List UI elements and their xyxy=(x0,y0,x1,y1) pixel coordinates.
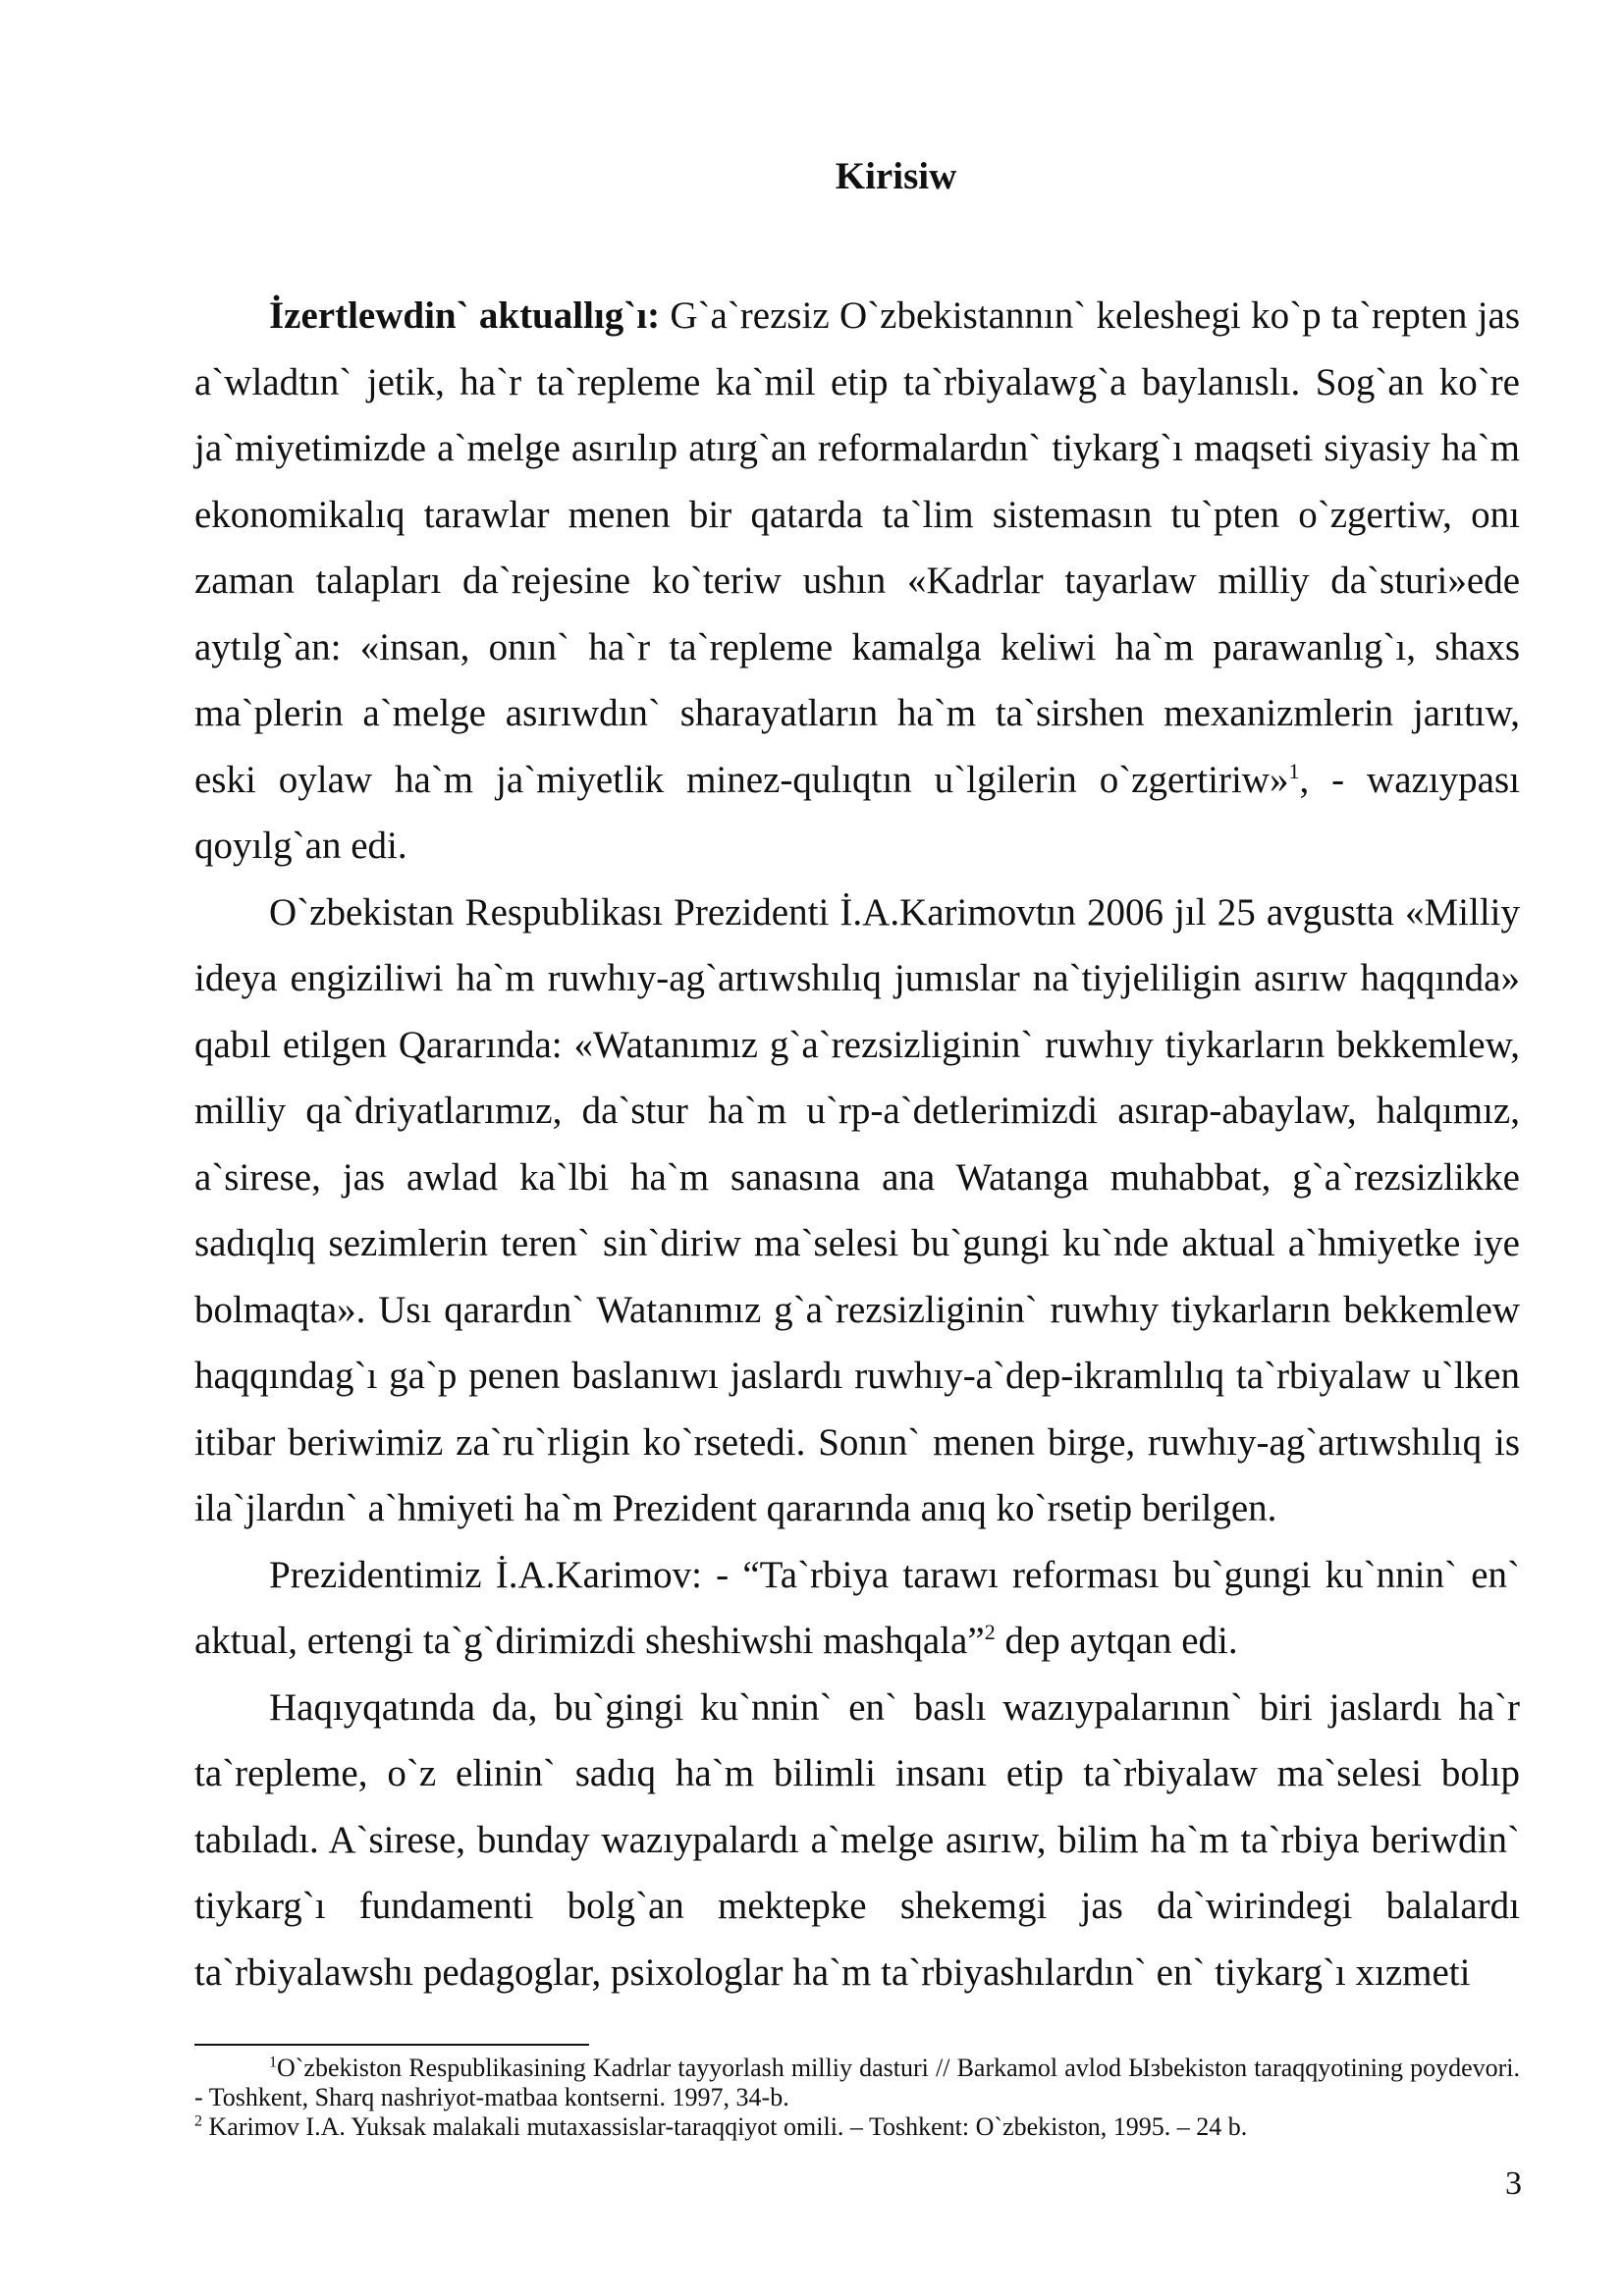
footnote-separator xyxy=(194,2044,589,2046)
body-text xyxy=(194,283,1520,2005)
paragraph-text: Prezidentimiz İ.A.Karimov: - “Ta`rbiya tarawı reforması bu`gungi ku`nnin` en` aktual, ertengi ta`g`dirimizdi sheshiwshi mashqala” xyxy=(194,1553,1520,1662)
paragraph-resolution: O`zbekistan Respublikası Prezidenti İ.A.Karimovtın 2006 jıl 25 avgustta «Milliy ideya engiziliwi ha`m ruwhıy-ag`artıwshılıq jumıslar na`tiyjeliligin asırıw haqqında» qabıl etilgen Qararında: «Watanımız g`a`rezsizliginin` ruwhıy tiykarların bekkemlew, milliy qa`driyatlarımız, da`stur ha`m u`rp-a`detlerimizdi asırap-abaylaw, halqımız, a`sirese, jas awlad ka`lbi ha`m sanasına ana Watanga muhabbat, g`a`rezsizlikke sadıqlıq sezimlerin teren` sin`diriw ma`selesi bu`gungi ku`nde aktual a`hmiyetke iye bolmaqta». Usı qarardın` Watanımız g`a`rezsizliginin` ruwhıy tiykarların bekkemlew haqqındag`ı ga`p penen baslanıwı jaslardı ruwhıy-a`dep-ikramlılıq ta`rbiyalaw u`lken itibar beriwimiz za`ru`rligin ko`rsetedi. Sonın` menen birge, ruwhıy-ag`artıwshılıq is ila`jlardın` a`hmiyeti ha`m Prezident qararında anıq ko`rsetip berilgen. xyxy=(194,890,1520,1529)
footnote-text: Karimov I.A. Yuksak malakali mutaxassislar-taraqqiyot omili. – Toshkent: O`zbekiston, 1995. – 24 b. xyxy=(202,2112,1248,2141)
footnote-mark: 1 xyxy=(269,2054,277,2071)
paragraph-text: dep aytqan edi. xyxy=(995,1620,1238,1662)
footnote-ref-2[interactable]: 2 xyxy=(984,1620,996,1644)
paragraph-tasks: Haqıyqatında da, bu`gingi ku`nnin` en` baslı wazıypalarının` biri jaslardı ha`r ta`repleme, o`z elinin` sadıq ha`m bilimli insanı etip ta`rbiyalaw ma`selesi bolıp tabıladı. A`sirese, bunday wazıypalardı a`melge asırıw, bilim ha`m ta`rbiya beriwdin` tiykarg`ı fundamenti bolg`an mektepke shekemgi jas da`wirindegi balalardı ta`rbiyalawshı pedagoglar, psixologlar ha`m ta`rbiyashılardın` en` tiykarg`ı xızmeti xyxy=(194,1685,1520,1994)
footnote-text: O`zbekiston Respublikasining Kadrlar tayyorlash milliy dasturi // Barkamol avlod Ызbekiston taraqqyotining poydevori. - Toshkent, Sharq nashriyot-matbaa kontserni. 1997, 34-b. xyxy=(194,2054,1520,2111)
page-title: Kirisiw xyxy=(835,155,957,197)
footnote-2 xyxy=(194,2112,1520,2142)
paragraph-text: , - wazıypası qoyılg`an edi. xyxy=(194,758,1520,867)
footnote-mark: 2 xyxy=(194,2112,202,2130)
footnote-ref-1[interactable]: 1 xyxy=(1288,758,1300,783)
paragraph-relevance xyxy=(194,283,1520,880)
footnote-1 xyxy=(194,2054,1520,2112)
page-number: 3 xyxy=(1505,2165,1522,2202)
paragraph-text: G`a`rezsiz O`zbekistannın` keleshegi ko`p ta`repten jas a`wladtın` jetik, ha`r ta`repleme ka`mil etip ta`rbiyalawg`a baylanıslı. Sog`an ko`re ja`miyetimizde a`melge asırılıp atırg`an reformalardın` tiykarg`ı maqseti siyasiy ha`m ekonomikalıq tarawlar menen bir qatarda ta`lim sistemasın tu`pten o`zgertiw, onı zaman talapları da`rejesine ko`teriw ushın «Kadrlar tayarlaw milliy da`sturi»ede aytılg`an: «insan, onın` ha`r ta`repleme kamalga keliwi ha`m parawanlıg`ı, shaxs ma`plerin a`melge asırıwdın` sharayatların ha`m ta`sirshen mexanizmlerin jarıtıw, eski oylaw ha`m ja`miyetlik minez-qulıqtın u`lgilerin o`zgertiriw» xyxy=(194,294,1521,801)
footnotes xyxy=(194,2054,1520,2142)
paragraph-president-quote xyxy=(194,1542,1520,1675)
relevance-heading: İzertlewdin` aktuallıg`ı: xyxy=(269,294,661,337)
